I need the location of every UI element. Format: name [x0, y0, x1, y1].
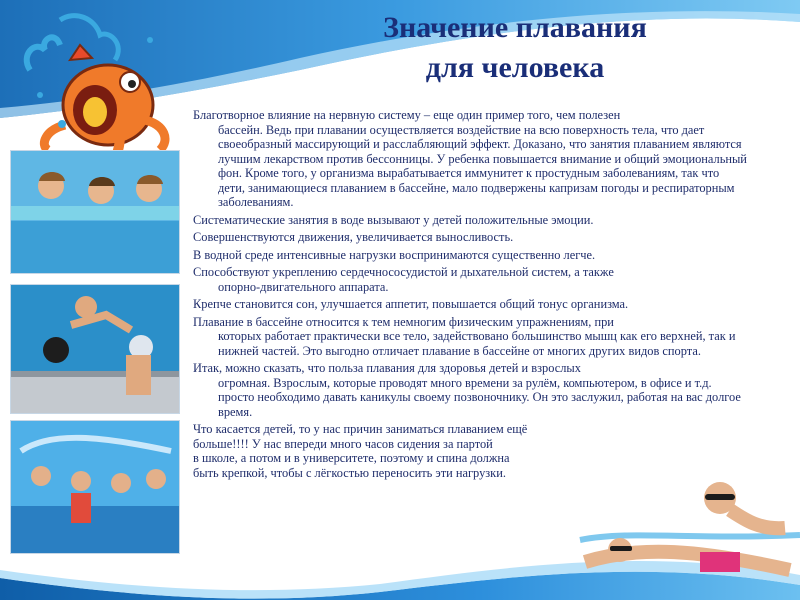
- closing-line-4: быть крепкой, чтобы с лёгкостью переносить эти нагрузки.: [193, 465, 506, 480]
- photo-girls-pool: [10, 150, 180, 274]
- page-title: [300, 8, 730, 88]
- paragraph-continuation: которых работает практически все тело, задействовано большинство мышц как его верхней, так и нижней частей. Это выгодно отличает плавание в бассейне от многих других видов спорта.: [218, 329, 736, 358]
- paragraph-continuation: огромная. Взрослым, которые проводят много времени за рулём, компьютером, в офисе и т.д. просто необходимо давать каникулы своему позвоночнику. Он это заслужил, работая на вас долгое время.: [218, 375, 741, 419]
- paragraph-continuation: опорно-двигательного аппарата.: [218, 279, 389, 294]
- paragraph-first-line: Плавание в бассейне относится к тем немногим физическим упражнениям, при: [193, 314, 614, 329]
- paragraph-first-line: Способствуют укреплению сердечнососудистой и дыхательной систем, а также: [193, 265, 614, 279]
- paragraph-first-line: В водной среде интенсивные нагрузки воспринимаются существенно легче.: [193, 247, 596, 262]
- paragraph: [193, 248, 748, 263]
- title-line-2: для человека: [425, 51, 605, 84]
- closing-line-2: больше!!!! У нас впереди много часов сидения за партой: [193, 436, 493, 451]
- paragraph: [193, 361, 748, 419]
- closing-line-3: в школе, а потом и в университете, поэтому и спина должна: [193, 451, 510, 465]
- title-line-1: Значение плавания: [383, 11, 647, 44]
- paragraph-first-line: Совершенствуются движения, увеличивается выносливость.: [193, 230, 514, 244]
- paragraph: [193, 297, 748, 312]
- paragraph: [193, 265, 748, 294]
- photo-kids-underwater: [10, 420, 180, 554]
- paragraph-first-line: Благотворное влияние на нервную систему – еще один пример того, чем полезен: [193, 108, 621, 122]
- photo-boys-pool: [10, 284, 180, 414]
- body-text: [193, 108, 748, 480]
- paragraph-first-line: Итак, можно сказать, что польза плавания для здоровья детей и взрослых: [193, 361, 581, 375]
- paragraph-first-line: Крепче становится сон, улучшается аппетит, повышается общий тонус организма.: [193, 297, 629, 311]
- paragraph-continuation: бассейн. Ведь при плавании осуществляется воздействие на всю поверхность тела, что дает своеобразный массирующий и расслабляющий эффект. Доказано, что занятия плаванием являются лучшим лекарством против бессонницы. У ребенка повышается внимание и общий эмоциональный фон. Кроме того, у организма вырабатывается иммунитет к простудным заболеваниям, так что дети, занимающиеся плаванием в бассейне, мало подвержены капризам погоды и респираторным заболеваниям.: [218, 122, 747, 209]
- closing-paragraph: [193, 422, 748, 480]
- paragraph: [193, 213, 748, 228]
- paragraph: [193, 230, 748, 245]
- paragraph: [193, 315, 748, 359]
- swimmer-illustration: [570, 470, 800, 600]
- paragraph: [193, 108, 748, 210]
- paragraph-first-line: Систематические занятия в воде вызывают у детей положительные эмоции.: [193, 212, 594, 227]
- closing-line-1: Что касается детей, то у нас причин заниматься плаванием ещё: [193, 422, 528, 436]
